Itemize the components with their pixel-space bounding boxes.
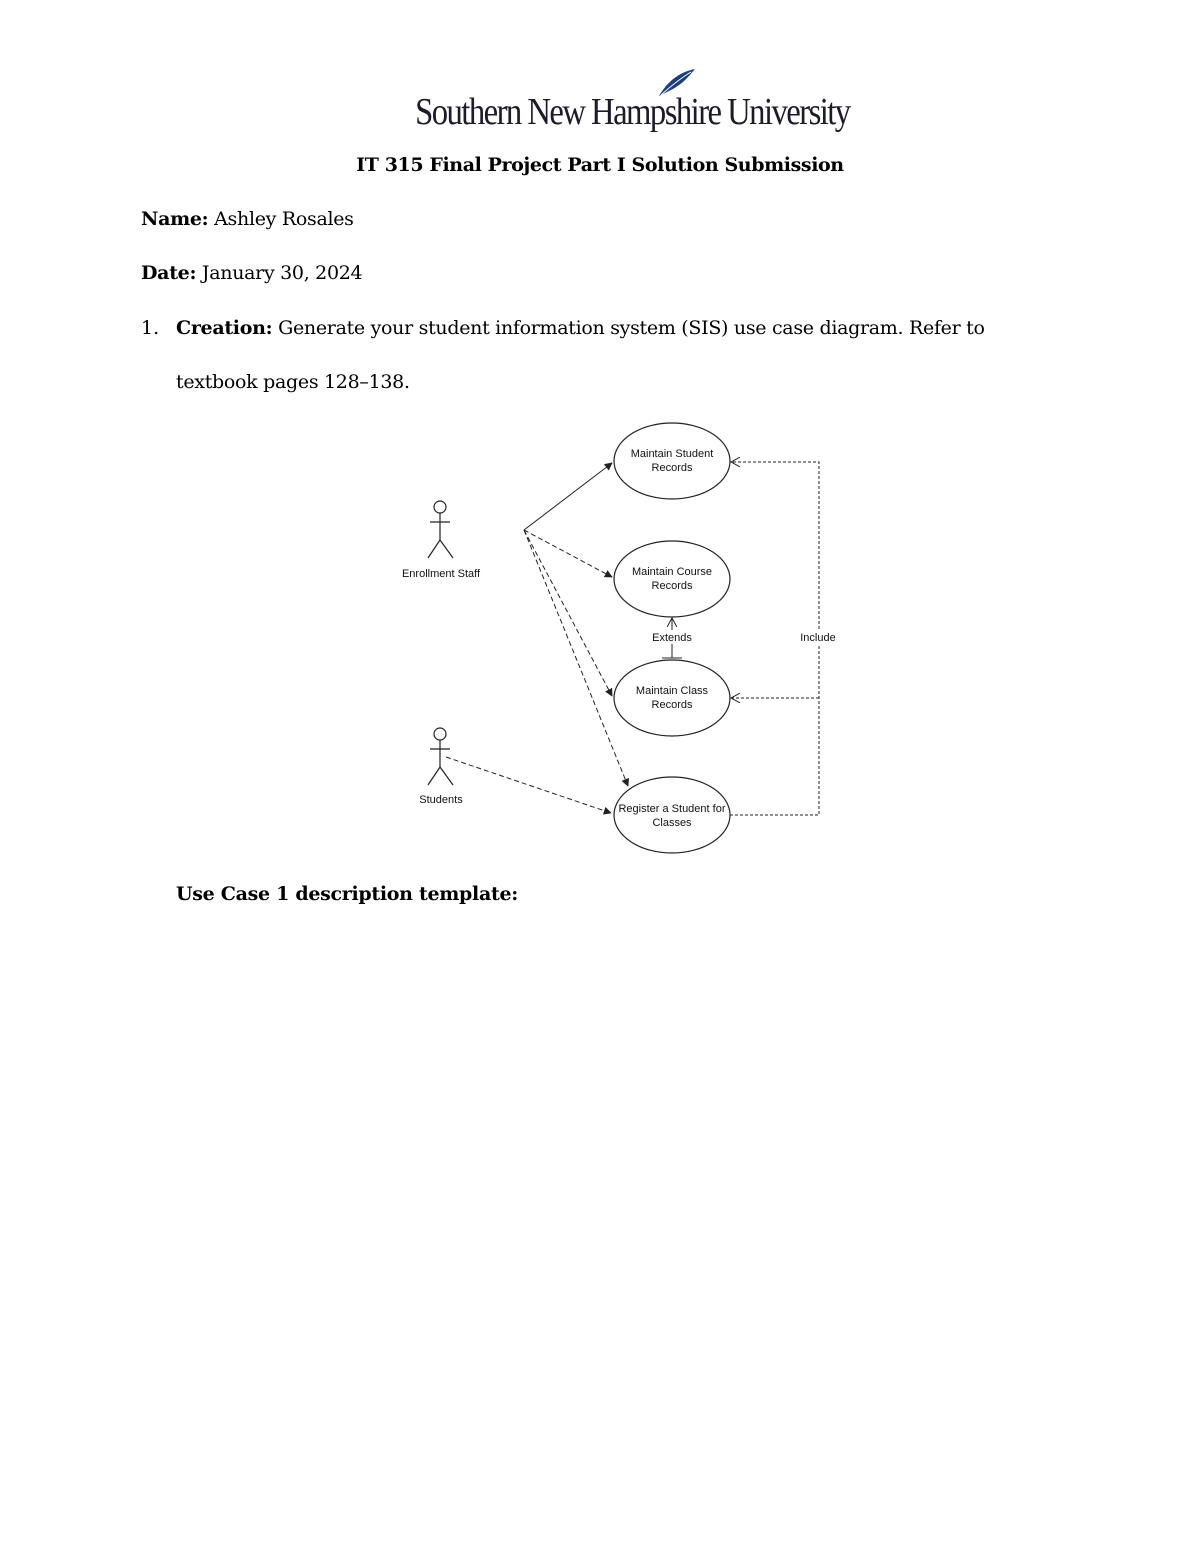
use-case-heading: Use Case 1 description template: (176, 883, 518, 905)
list-item-text: Generate your student information system (SIS) use case diagram. Refer to (278, 317, 985, 339)
association-staff-student-records (524, 463, 612, 530)
association-students-register (446, 757, 611, 813)
document-title: IT 315 Final Project Part I Solution Submission (356, 154, 844, 176)
use-case-register-student (614, 777, 730, 853)
university-logo (385, 68, 850, 134)
use-case-maintain-student-records (614, 423, 730, 499)
use-case-maintain-class-records (614, 660, 730, 736)
association-staff-register (524, 530, 628, 786)
include-label: Include (800, 632, 836, 644)
use-case-diagram (390, 418, 850, 860)
date-label: Date: (141, 262, 197, 284)
actor-label-students: Students (419, 794, 463, 806)
name-label: Name: (141, 208, 209, 230)
use-case-label: Records (651, 580, 693, 592)
use-case-label: Maintain Student (630, 448, 714, 460)
list-item-line2: textbook pages 128–138. (176, 371, 410, 393)
use-case-label: Records (651, 699, 693, 711)
use-case-label: Maintain Class (635, 685, 709, 697)
actor-label-enrollment-staff: Enrollment Staff (401, 568, 481, 580)
name-value: Ashley Rosales (214, 208, 354, 230)
list-item-label: Creation: (176, 317, 273, 339)
association-staff-class-records (524, 530, 612, 696)
use-case-label: Classes (652, 817, 692, 829)
extends-label: Extends (652, 632, 692, 644)
date-value: January 30, 2024 (201, 262, 363, 284)
list-item-number: 1. (141, 317, 160, 339)
list-item-line1 (176, 317, 985, 339)
use-case-label: Register a Student for (618, 803, 726, 815)
use-case-label: Records (651, 462, 693, 474)
association-staff-course-records (524, 530, 612, 577)
actor-enrollment-staff (428, 501, 453, 558)
name-line (141, 208, 354, 230)
use-case-maintain-course-records (614, 541, 730, 617)
date-line (141, 262, 362, 284)
actor-students (428, 728, 453, 785)
use-case-label: Maintain Course (631, 566, 713, 578)
logo-wordmark: Southern New Hampshire University (415, 91, 850, 133)
